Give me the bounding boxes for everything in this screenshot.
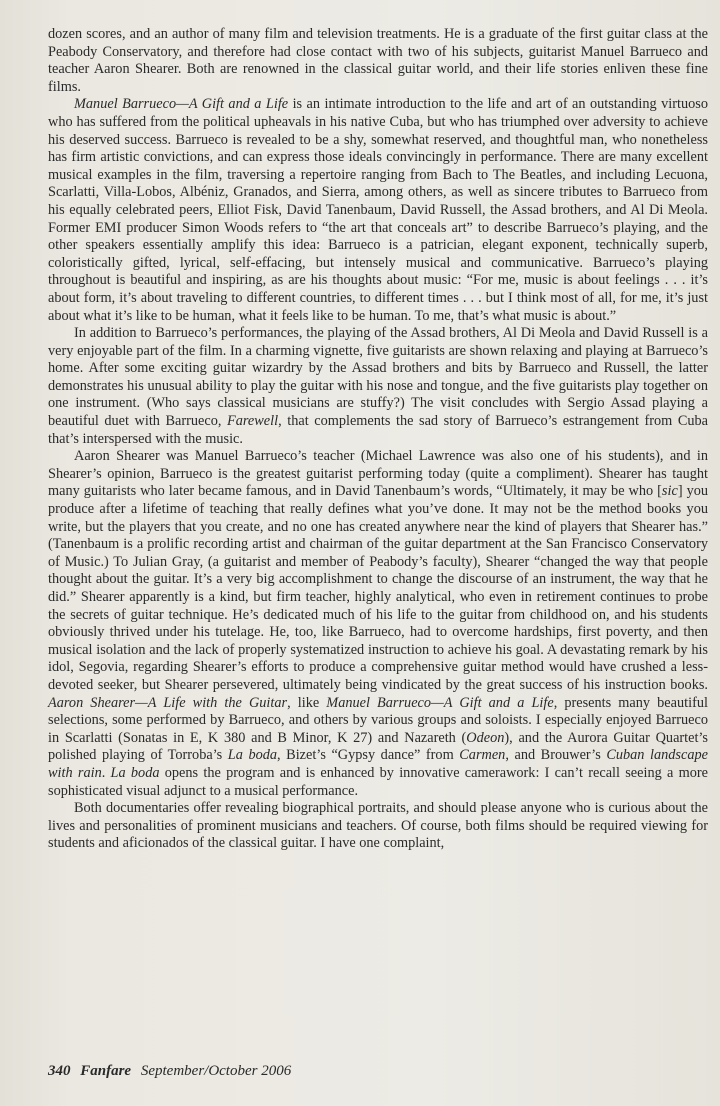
- italic-title: sic: [661, 483, 678, 500]
- article-body: [48, 26, 708, 853]
- text-run: ] you produce after a lifetime of teaching that really defines what you’ve done. It may not be the method books you write, but the players that you create, and no one has created anywhere near the kind of players that Shearer has.” (Tanenbaum is a prolific recording artist and chairman of the guitar department at the San Francisco Conservatory of Music.) To Julian Gray, (a guitarist and member of Peabody’s faculty), Shearer “changed the way that people thought about the guitar. It’s a very big accomplishment to change the discourse of an instrument, the way that he did.” Shearer apparently is a kind, but firm teacher, highly analytical, who even in retirement continues to probe the secrets of guitar technique. He’s dedicated much of his life to the guitar from childhood on, and his students obviously thrived under his tutelage. He, too, like Barrueco, had to overcome hardships, first poverty, and then musical isolation and the lack of properly systematized instruction to achieve his goal. A devastating remark by his idol, Segovia, regarding Shearer’s efforts to produce a comprehensive guitar method would have crushed a less-devoted seeker, but Shearer persevered, ultimately being vindicated by the great success of his instruction books.: [48, 483, 709, 693]
- text-run: Both documentaries offer revealing biographical portraits, and should please anyone who is curious about the lives and personalities of prominent musicians and teachers. Of course, both films should be required viewing for students and aficionados of the classical guitar. I have one complaint,: [48, 800, 708, 852]
- italic-title: Odeon: [466, 729, 505, 746]
- text-run: , and Brouwer’s: [505, 747, 607, 764]
- text-run: ), and the Aurora Guitar Quartet’s polished playing of Torroba’s: [48, 729, 708, 764]
- text-run: , presents many beautiful selections, some performed by Barrueco, and others by various groups and soloists. I especially enjoyed Barrueco in Scarlatti (Sonatas in E, K 380 and B Minor, K 27) and Nazareth (: [48, 694, 708, 746]
- text-run: dozen scores, and an author of many film and television treatments. He is a graduate of the first guitar class at the Peabody Conservatory, and therefore had close contact with two of his subjects, guitarist Manuel Barrueco and teacher Aaron Shearer. Both are renowned in the classical guitar world, and their life stories enliven these fine films.: [48, 26, 708, 95]
- italic-title: Cuban landscape with rain: [48, 747, 708, 781]
- text-run: , that complements the sad story of Barrueco’s estrangement from Cuba that’s interspersed with the music.: [48, 413, 708, 447]
- text-run: Aaron Shearer was Manuel Barrueco’s teacher (Michael Lawrence was also one of his students), and in Shearer’s opinion, Barrueco is the greatest guitarist performing today (quite a compliment). Shearer has taught many guitarists who later became famous, and in David Tanenbaum’s words, “Ultimately, it may be who [: [48, 448, 708, 500]
- page-number: 340: [48, 1063, 71, 1079]
- text-run: In addition to Barrueco’s performances, the playing of the Assad brothers, Al Di Meola and David Russell is a very enjoyable part of the film. In a charming vignette, five guitarists are shown relaxing and playing at Barrueco’s home. After some exciting guitar wizardry by the Assad brothers and bits by Barrueco and Russell, the latter demonstrates his unusual ability to play the guitar with his nose and tongue, and the five guitarists play together on one instrument. (Who says classical musicians are stuffy?) The visit concludes with Sergio Assad playing a beautiful duet with Barrueco,: [48, 325, 708, 430]
- italic-title: La boda: [110, 764, 160, 781]
- text-run: , like: [287, 694, 327, 711]
- magazine-name: Fanfare: [80, 1063, 132, 1079]
- text-run: , Bizet’s “Gypsy dance” from: [277, 747, 460, 764]
- italic-title: Manuel Barrueco—A Gift and a Life: [74, 96, 289, 113]
- article-paragraph: [48, 448, 708, 800]
- article-paragraph: [48, 26, 708, 96]
- text-run: .: [101, 764, 111, 781]
- italic-title: La boda: [227, 747, 278, 764]
- article-paragraph: [48, 96, 708, 325]
- article-paragraph: [48, 800, 708, 853]
- text-run: opens the program and is enhanced by innovative camerawork: I can’t recall seeing a more sophisticated visual adjunct to a musical performance.: [48, 764, 708, 799]
- italic-title: Carmen: [459, 747, 506, 764]
- issue-date: September/October 2006: [140, 1063, 292, 1079]
- italic-title: Aaron Shearer—A Life with the Guitar: [48, 694, 288, 711]
- italic-title: Farewell: [227, 413, 279, 430]
- italic-title: Manuel Barrueco—A Gift and a Life: [326, 694, 554, 711]
- article-paragraph: [48, 325, 708, 448]
- page-footer: [48, 1063, 291, 1080]
- text-run: is an intimate introduction to the life and art of an outstanding virtuoso who has suffered from the political upheavals in his native Cuba, but who has triumphed over adversity to achieve his deserved success. Barrueco is revealed to be a shy, somewhat reserved, and thoughtful man, who nonetheless has firm artistic convictions, and can express those ideals convincingly in performance. There are many excellent musical examples in the film, traversing a repertoire ranging from Bach to The Beatles, and including Lecuona, Scarlatti, Villa-Lobos, Albéniz, Granados, and Sierra, among others, as well as sincere tributes to Barrueco from his equally celebrated peers, Elliot Fisk, David Tanenbaum, David Russell, the Assad brothers, and Al Di Meola. Former EMI producer Simon Woods refers to “the art that conceals art” to describe Barrueco’s playing, and the other speakers essentially amplify this idea: Barrueco is a patrician, elegant exponent, technically superb, coloristically gifted, lyrical, self-effacing, but intensely musical and communicative. Barrueco’s playing throughout is beautiful and inspiring, as are his thoughts about music: “For me, music is about feelings . . . it’s about form, it’s about traveling to different countries, to different times . . . but I think most of all, for me, it’s just about what it’s like to be human, what it feels like to be human. To me, that’s what music is about.”: [48, 96, 708, 324]
